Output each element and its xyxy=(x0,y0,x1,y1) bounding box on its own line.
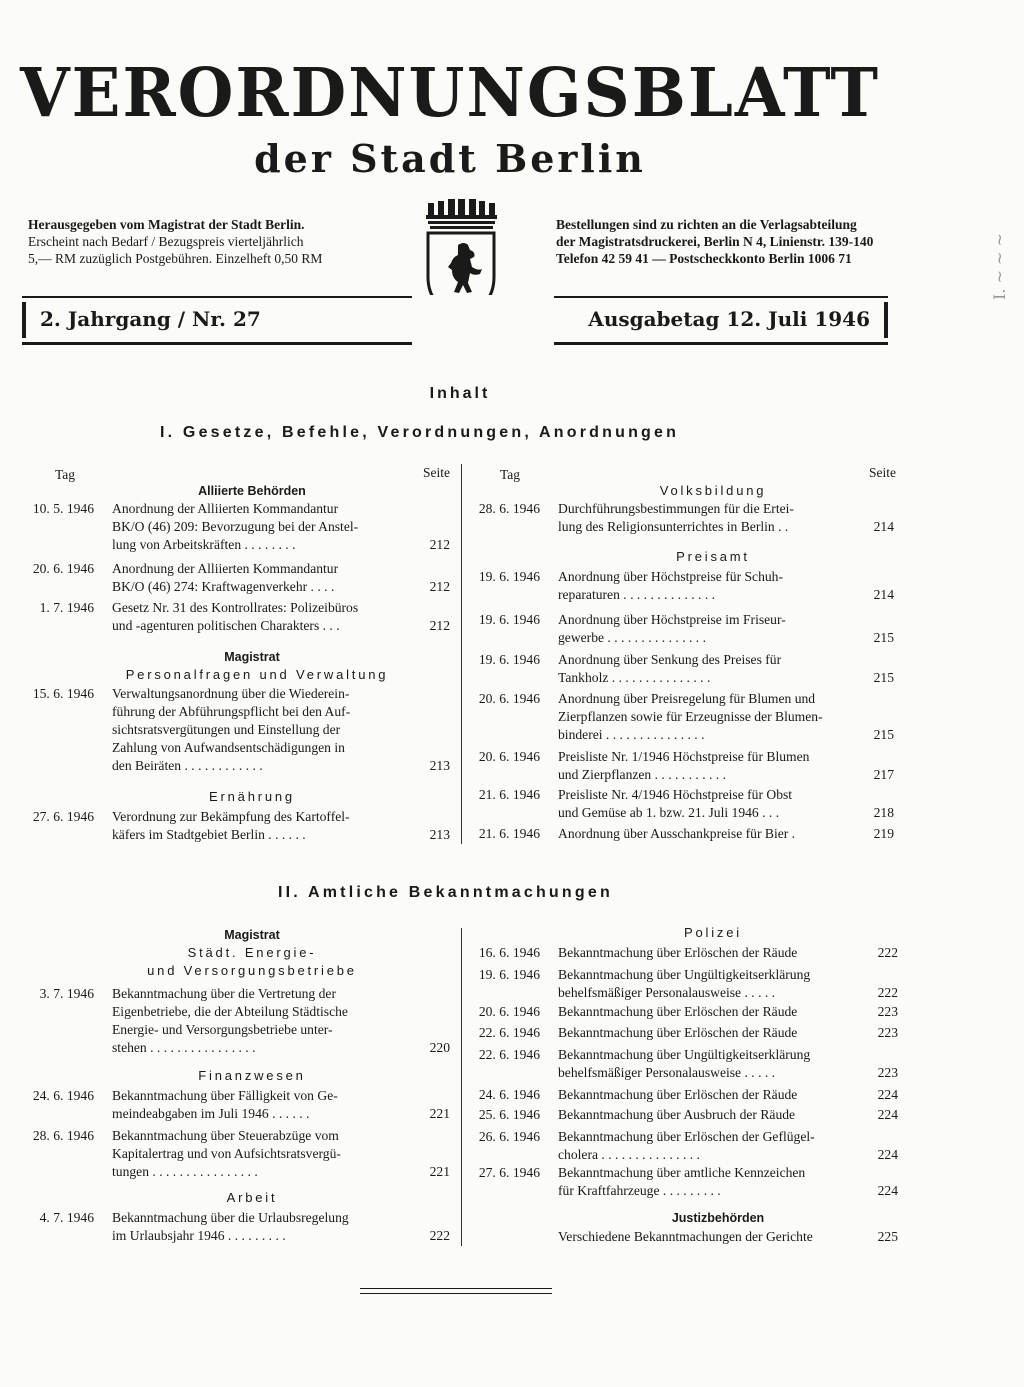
entry-date: 19. 6. 1946 xyxy=(478,652,540,667)
entry-line: Bekanntmachung über die Urlaubsregelung xyxy=(112,1210,349,1225)
entry-page: 212 xyxy=(429,618,450,633)
entry-page: 223 xyxy=(877,1004,898,1019)
entry-page: 225 xyxy=(877,1229,898,1244)
entry-page: 220 xyxy=(429,1040,450,1055)
entry-line: im Urlaubsjahr 1946 . . . . . . . . . xyxy=(112,1228,286,1243)
entry-line: Bekanntmachung über die Vertretung der xyxy=(112,986,336,1001)
closing-rule xyxy=(360,1288,552,1289)
jahrgang-label: 2. Jahrgang / Nr. 27 xyxy=(40,307,261,331)
order-info xyxy=(556,216,896,267)
entry-page: 215 xyxy=(873,630,894,645)
entry-line: Preisliste Nr. 4/1946 Höchstpreise für Obst xyxy=(558,787,793,802)
entry-date: 24. 6. 1946 xyxy=(32,1088,94,1103)
entry-line: Bekanntmachung über Ausbruch der Räude xyxy=(558,1107,796,1122)
entry-date: 21. 6. 1946 xyxy=(478,826,540,841)
entry-date: 19. 6. 1946 xyxy=(478,612,540,627)
section-2-title: II. Amtliche Bekanntmachungen xyxy=(278,884,613,901)
col-seite-header: Seite xyxy=(423,465,450,480)
entry-page: 213 xyxy=(429,758,450,773)
column-divider xyxy=(461,928,462,1246)
entry-page: 215 xyxy=(873,670,894,685)
group-heading: Arbeit xyxy=(226,1190,278,1205)
entry-line: Anordnung über Preisregelung für Blumen und xyxy=(558,691,816,706)
entry-line: Anordnung über Senkung des Preises für xyxy=(558,652,782,667)
entry-date: 26. 6. 1946 xyxy=(478,1129,540,1144)
entry-line: und Zierpflanzen . . . . . . . . . . . xyxy=(558,767,726,782)
entry-line: BK/O (46) 209: Bevorzugung bei der Anstel- xyxy=(112,519,359,534)
section-1-right-column xyxy=(468,462,898,852)
col-seite-header: Seite xyxy=(869,465,896,480)
entry-line: Bekanntmachung über Erlöschen der Räude xyxy=(558,1004,798,1019)
entry-date: 19. 6. 1946 xyxy=(478,569,540,584)
entry-date: 3. 7. 1946 xyxy=(39,986,94,1001)
section-2-left-column xyxy=(22,924,452,1254)
entry-line: Preisliste Nr. 1/1946 Höchstpreise für Blumen xyxy=(558,749,810,764)
group-heading: Justizbehörden xyxy=(671,1211,765,1225)
entry-page: 223 xyxy=(877,1065,898,1080)
entry-line: lung von Arbeitskräften . . . . . . . . xyxy=(112,537,296,552)
entry-page: 224 xyxy=(877,1183,898,1198)
closing-rule xyxy=(360,1293,552,1294)
entry-line: Kapitalertrag und von Aufsichtsratsvergü- xyxy=(112,1146,341,1161)
entry-date: 20. 6. 1946 xyxy=(478,749,540,764)
entry-date: 27. 6. 1946 xyxy=(32,809,94,824)
entry-line: Verordnung zur Bekämpfung des Kartoffel- xyxy=(112,809,350,824)
entry-date: 20. 6. 1946 xyxy=(478,1004,540,1019)
entry-line: Energie- und Versorgungsbetriebe unter- xyxy=(112,1022,333,1037)
entry-line: Bekanntmachung über Fälligkeit von Ge- xyxy=(112,1088,338,1103)
publisher-line: Herausgegeben vom Magistrat der Stadt Berlin. xyxy=(28,217,305,232)
entry-page: 221 xyxy=(429,1164,450,1179)
entry-page: 218 xyxy=(873,805,894,820)
entry-page: 219 xyxy=(873,826,894,841)
entry-line: Anordnung der Alliierten Kommandantur xyxy=(112,501,339,516)
order-line: der Magistratsdruckerei, Berlin N 4, Linienstr. 139-140 xyxy=(556,234,874,249)
section-1-title: I. Gesetze, Befehle, Verordnungen, Anordnungen xyxy=(160,424,680,441)
entry-line: Bekanntmachung über Erlöschen der Räude xyxy=(558,945,798,960)
group-heading: Ernährung xyxy=(209,789,295,804)
col-tag-header: Tag xyxy=(55,467,76,482)
entry-line: Anordnung über Ausschankpreise für Bier . xyxy=(558,826,796,841)
group-heading: Polizei xyxy=(684,925,742,940)
group-subheading: Städt. Energie- xyxy=(187,945,317,960)
entry-page: 224 xyxy=(877,1147,898,1162)
entry-date: 22. 6. 1946 xyxy=(478,1025,540,1040)
entry-date: 20. 6. 1946 xyxy=(478,691,540,706)
entry-line: käfers im Stadtgebiet Berlin . . . . . . xyxy=(112,827,306,842)
entry-line: Anordnung über Höchstpreise für Schuh- xyxy=(558,569,784,584)
entry-date: 1. 7. 1946 xyxy=(39,600,94,615)
group-heading: Magistrat xyxy=(224,928,280,942)
entry-line: Eigenbetriebe, die der Abteilung Städtische xyxy=(112,1004,348,1019)
page-title: VERORDNUNGSBLATT xyxy=(20,54,880,133)
entry-page: 214 xyxy=(873,519,894,534)
entry-line: und -agenturen politischen Charakters . . . xyxy=(112,618,340,633)
entry-date: 28. 6. 1946 xyxy=(32,1128,94,1143)
entry-date: 4. 7. 1946 xyxy=(39,1210,94,1225)
entry-page: 222 xyxy=(877,985,898,1000)
entry-line: Bekanntmachung über Ungültigkeitserklärung xyxy=(558,967,811,982)
entry-date: 16. 6. 1946 xyxy=(478,945,540,960)
entry-page: 212 xyxy=(429,537,450,552)
entry-line: Anordnung über Höchstpreise im Friseur- xyxy=(558,612,786,627)
section-2-right-column xyxy=(468,924,908,1254)
entry-line: reparaturen . . . . . . . . . . . . . . xyxy=(558,587,716,602)
group-heading: Magistrat xyxy=(224,650,280,664)
page-subtitle: der Stadt Berlin xyxy=(254,136,646,181)
entry-line: Bekanntmachung über Erlöschen der Räude xyxy=(558,1025,798,1040)
entry-page: 221 xyxy=(429,1106,450,1121)
entry-line: lung des Religionsunterrichtes in Berlin . . xyxy=(558,519,789,534)
group-subheading: Personalfragen und Verwaltung xyxy=(125,667,389,682)
section-1-left-column xyxy=(22,462,452,852)
entry-line: Anordnung der Alliierten Kommandantur xyxy=(112,561,339,576)
entry-page: 224 xyxy=(877,1107,898,1122)
entry-line: BK/O (46) 274: Kraftwagenverkehr . . . . xyxy=(112,579,335,594)
order-line: Bestellungen sind zu richten an die Verlagsabteilung xyxy=(556,217,857,232)
group-subheading: und Versorgungsbetriebe xyxy=(147,963,357,978)
entry-page: 212 xyxy=(429,579,450,594)
entry-page: 217 xyxy=(873,767,894,782)
group-heading: Preisamt xyxy=(676,549,750,564)
col-tag-header: Tag xyxy=(500,467,521,482)
entry-line: Tankholz . . . . . . . . . . . . . . . xyxy=(558,670,711,685)
group-heading: Alliierte Behörden xyxy=(198,484,306,498)
entry-date: 24. 6. 1946 xyxy=(478,1087,540,1102)
entry-date: 21. 6. 1946 xyxy=(478,787,540,802)
entry-line: führung der Abführungspflicht bei den Auf- xyxy=(112,704,351,719)
entry-line: Verschiedene Bekanntmachungen der Gerichte xyxy=(558,1229,813,1244)
entry-page: 222 xyxy=(429,1228,450,1243)
entry-line: Bekanntmachung über Ungültigkeitserklärung xyxy=(558,1047,811,1062)
entry-line: behelfsmäßiger Personalausweise . . . . . xyxy=(558,1065,776,1080)
entry-page: 222 xyxy=(877,945,898,960)
entry-line: den Beiräten . . . . . . . . . . . . xyxy=(112,758,263,773)
ausgabetag-label: Ausgabetag 12. Juli 1946 xyxy=(588,307,870,331)
entry-line: für Kraftfahrzeuge . . . . . . . . . xyxy=(558,1183,721,1198)
entry-date: 27. 6. 1946 xyxy=(478,1165,540,1180)
entry-date: 20. 6. 1946 xyxy=(32,561,94,576)
entry-page: 214 xyxy=(873,587,894,602)
entry-line: und Gemüse ab 1. bzw. 21. Juli 1946 . . . xyxy=(558,805,780,820)
entry-date: 19. 6. 1946 xyxy=(478,967,540,982)
entry-page: 224 xyxy=(877,1087,898,1102)
issue-info-bar xyxy=(22,296,888,345)
entry-line: binderei . . . . . . . . . . . . . . . xyxy=(558,727,705,742)
entry-line: behelfsmäßiger Personalausweise . . . . . xyxy=(558,985,776,1000)
entry-date: 10. 5. 1946 xyxy=(32,501,94,516)
order-line: Telefon 42 59 41 — Postscheckkonto Berlin 1006 71 xyxy=(556,251,852,266)
entry-page: 213 xyxy=(429,827,450,842)
entry-date: 28. 6. 1946 xyxy=(478,501,540,516)
margin-handwriting: I. ~ ~ ~ xyxy=(990,233,1009,300)
entry-line: Bekanntmachung über Erlöschen der Räude xyxy=(558,1087,798,1102)
entry-date: 15. 6. 1946 xyxy=(32,686,94,701)
column-divider xyxy=(461,464,462,844)
publisher-info xyxy=(28,216,378,267)
publisher-line: 5,— RM zuzüglich Postgebühren. Einzelheft 0,50 RM xyxy=(28,251,323,266)
entry-line: Bekanntmachung über Erlöschen der Geflügel- xyxy=(558,1129,815,1144)
entry-line: Zierpflanzen sowie für Erzeugnisse der Blumen- xyxy=(558,709,823,724)
entry-page: 215 xyxy=(873,727,894,742)
entry-line: sichtsratsvergütungen und Einstellung der xyxy=(112,722,341,737)
entry-line: tungen . . . . . . . . . . . . . . . . xyxy=(112,1164,258,1179)
entry-line: stehen . . . . . . . . . . . . . . . . xyxy=(112,1040,256,1055)
group-heading: Volksbildung xyxy=(659,483,767,498)
entry-line: Bekanntmachung über amtliche Kennzeichen xyxy=(558,1165,806,1180)
toc-title: Inhalt xyxy=(429,385,491,402)
entry-line: cholera . . . . . . . . . . . . . . . xyxy=(558,1147,700,1162)
entry-line: meindeabgaben im Juli 1946 . . . . . . xyxy=(112,1106,310,1121)
entry-line: Zahlung von Aufwandsentschädigungen in xyxy=(112,740,345,755)
group-heading: Finanzwesen xyxy=(198,1068,306,1083)
entry-page: 223 xyxy=(877,1025,898,1040)
entry-line: Verwaltungsanordnung über die Wiederein- xyxy=(112,686,350,701)
entry-date: 22. 6. 1946 xyxy=(478,1047,540,1062)
publisher-line: Erscheint nach Bedarf / Bezugspreis vierteljährlich xyxy=(28,234,304,249)
entry-date: 25. 6. 1946 xyxy=(478,1107,540,1122)
entry-line: gewerbe . . . . . . . . . . . . . . . xyxy=(558,630,706,645)
entry-line: Bekanntmachung über Steuerabzüge vom xyxy=(112,1128,339,1143)
entry-line: Gesetz Nr. 31 des Kontrollrates: Polizeibüros xyxy=(112,600,359,615)
entry-line: Durchführungsbestimmungen für die Ertei- xyxy=(558,501,794,516)
